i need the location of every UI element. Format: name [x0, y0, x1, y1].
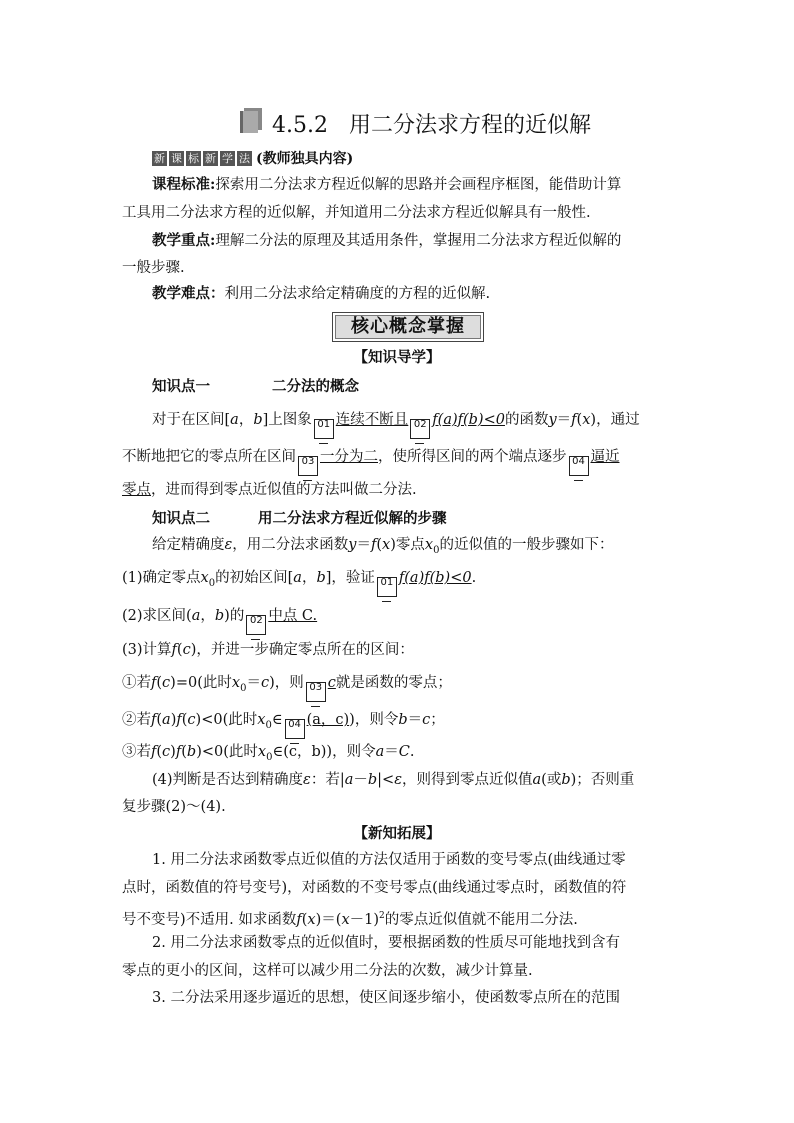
answer-marker: 02 — [246, 615, 266, 635]
step-3-case-2: ②若f(a)f(c)<0(此时$x_0\in$ 04 (a，c))，则令b＝c； — [122, 710, 445, 739]
badge-row — [152, 148, 353, 168]
step-3: (3)计算f(c)，并进一步确定零点所在的区间： — [122, 642, 414, 658]
badge-char: 课 — [171, 151, 182, 165]
kp1-line-1: 对于在区间[a，b]上图象 01 连续不断且 02 f(a)f(b)<0的函数y＝f(x)，通过 — [152, 410, 640, 439]
core-concept-banner: 核心概念掌握 — [332, 312, 484, 342]
badge-char: 学 — [222, 151, 233, 165]
expand-p3-line-1: 3. 二分法采用逐步逼近的思想，使区间逐步缩小，使函数零点所在的范围 — [152, 990, 620, 1006]
badge-char: 新 — [154, 151, 165, 165]
standard-line-1: 课程标准:探索用二分法求方程近似解的思路并会画程序框图，能借助计算 — [152, 176, 622, 193]
kp1-line-2: 不断地把它的零点所在区间 03 一分为二，使所得区间的两个端点逐步 04 逼近 — [122, 447, 620, 476]
expand-p1-line-1: 1. 用二分法求函数零点近似值的方法仅适用于函数的变号零点(曲线通过零 — [152, 852, 626, 868]
step-3-case-3: ③若f(c)f(b)<0(此时$x_0\in(c$，b))，则令a＝C. — [122, 744, 415, 763]
badge-char: 标 — [188, 151, 199, 165]
standard-line-2: 工具用二分法求方程的近似解，并知道用二分法求方程近似解具有一般性. — [122, 205, 591, 221]
step-3-case-1: ①若f(c)=0(此时$x_0=c$)，则 03 c就是函数的零点； — [122, 673, 452, 702]
answer-marker: 01 — [314, 419, 334, 439]
step-4-line-1: (4)判断是否达到精确度ε：若|a－b|<ε，则得到零点近似值a(或b)；否则重 — [152, 772, 635, 788]
answer-marker: 01 — [377, 577, 397, 597]
book-icon — [236, 106, 264, 134]
knowledge-point-2-heading: 知识点二 用二分法求方程近似解的步骤 — [152, 510, 447, 527]
step-1: (1)确定零点$x_0$的初始区间[a，b]，验证 01 f(a)f(b)<0. — [122, 568, 476, 597]
answer-marker: 03 — [306, 682, 326, 702]
answer-marker: 04 — [569, 456, 589, 476]
expand-p2-line-2: 零点的更小的区间，这样可以减少用二分法的次数，减少计算量. — [122, 963, 533, 979]
knowledge-point-1-heading: 知识点一 二分法的概念 — [152, 378, 359, 395]
expand-p1-line-3: 号不变号)不适用. 如求函数$f(x)=(x-1)^2$的零点近似值就不能用二分法. — [122, 911, 578, 928]
badge-char: 法 — [239, 151, 250, 165]
kp2-intro: 给定精确度ε，用二分法求函数y＝f(x)零点$x_0$的近似值的一般步骤如下： — [152, 537, 614, 556]
kp1-line-3: 零点，进而得到零点近似值的方法叫做二分法. — [122, 482, 417, 498]
guide-heading: 【知识导学】 — [353, 349, 441, 366]
answer-marker: 04 — [285, 719, 305, 739]
answer-marker: 03 — [298, 456, 318, 476]
badge-char: 新 — [205, 151, 216, 165]
difficulty-line: 教学难点：利用二分法求给定精确度的方程的近似解. — [152, 285, 491, 302]
focus-line-2: 一般步骤. — [122, 260, 185, 276]
page-title: 4.5.2 用二分法求方程的近似解 — [272, 113, 591, 138]
step-4-line-2: 复步骤(2)～(4). — [122, 799, 226, 815]
badge-note: (教师独具内容) — [256, 151, 354, 167]
answer-marker: 02 — [410, 419, 430, 439]
focus-line-1: 教学重点:理解二分法的原理及其适用条件，掌握用二分法求方程近似解的 — [152, 232, 622, 249]
expand-heading: 【新知拓展】 — [353, 825, 441, 842]
step-2: (2)求区间(a，b)的 02 中点 C. — [122, 606, 317, 635]
expand-p1-line-2: 点时，函数值的符号变号)，对函数的不变号零点(曲线通过零点时，函数值的符 — [122, 880, 627, 896]
expand-p2-line-1: 2. 用二分法求函数零点的近似值时，要根据函数的性质尽可能地找到含有 — [152, 935, 620, 951]
